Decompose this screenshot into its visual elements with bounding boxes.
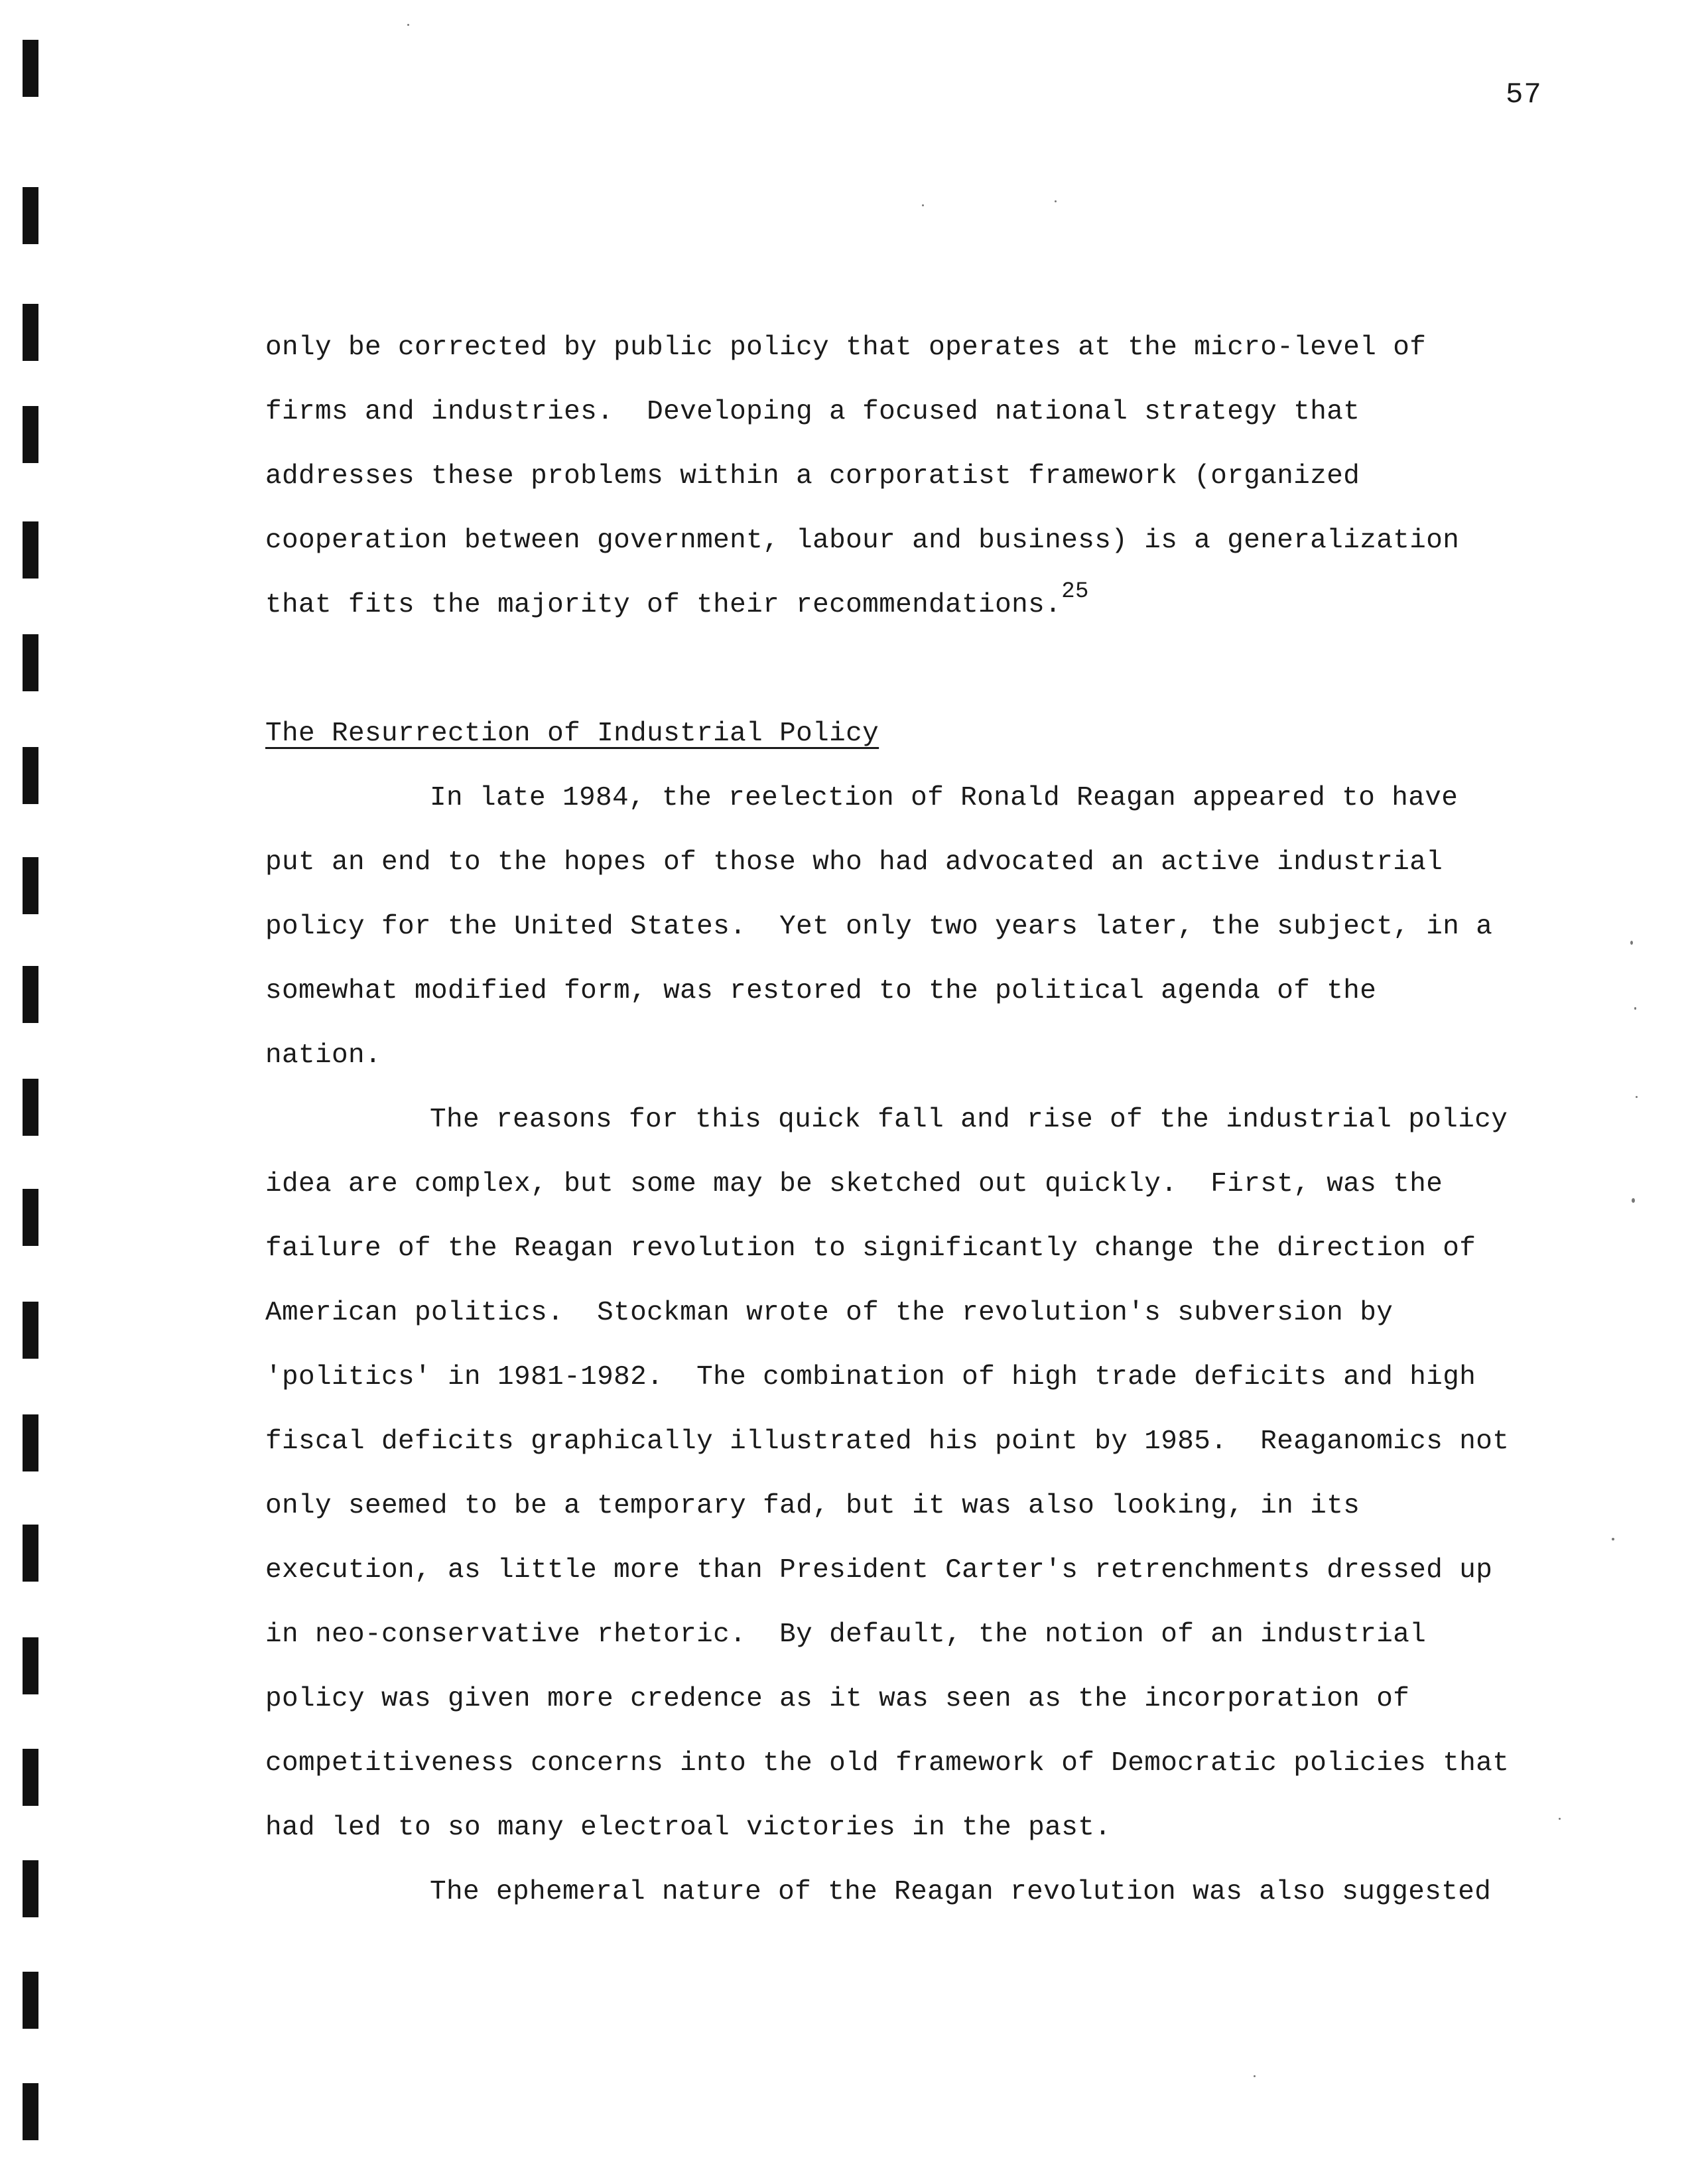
scan-speck [1634, 1007, 1636, 1010]
page-number: 57 [1506, 78, 1542, 111]
scan-speck [1630, 941, 1633, 945]
binder-mark [23, 747, 38, 804]
binder-mark [23, 1972, 38, 2029]
binder-mark [23, 40, 38, 97]
binder-mark [23, 1525, 38, 1582]
text-line: addresses these problems within a corporatist framework (organized [265, 461, 1360, 492]
section-heading: The Resurrection of Industrial Policy [265, 718, 879, 749]
text-line-content: that fits the majority of their recommendations. [265, 590, 1062, 620]
binder-marks [23, 40, 38, 2184]
paragraph-reelection [265, 766, 1512, 1088]
scan-speck [1055, 200, 1057, 202]
binder-mark [23, 1079, 38, 1136]
binder-mark [23, 1189, 38, 1246]
binder-mark [23, 2083, 38, 2140]
scan-speck [1612, 1538, 1614, 1540]
binder-mark [23, 966, 38, 1023]
text-line: in neo-conservative rhetoric. By default, the notion of an industrial [265, 1619, 1427, 1650]
scan-speck [407, 24, 409, 26]
paragraph-continued [265, 316, 1512, 638]
text-line: only be corrected by public policy that operates at the micro-level of [265, 332, 1427, 363]
scan-speck [1636, 1096, 1638, 1098]
scan-speck [1559, 1818, 1561, 1820]
text-line: competitiveness concerns into the old framework of Democratic policies that [265, 1748, 1510, 1779]
text-line: somewhat modified form, was restored to the political agenda of the [265, 976, 1377, 1006]
text-line: The reasons for this quick fall and rise of the industrial policy [430, 1105, 1508, 1135]
scan-speck [1632, 1198, 1635, 1203]
text-line: had led to so many electroal victories in the past. [265, 1812, 1112, 1843]
scan-speck [922, 204, 924, 206]
scan-speck [1254, 2075, 1256, 2077]
text-line: firms and industries. Developing a focused national strategy that [265, 397, 1360, 427]
text-line [265, 573, 1512, 638]
text-line: idea are complex, but some may be sketched out quickly. First, was the [265, 1169, 1443, 1199]
binder-mark [23, 1637, 38, 1694]
binder-mark [23, 406, 38, 463]
paragraph-ephemeral [265, 1860, 1512, 1925]
binder-mark [23, 1414, 38, 1471]
binder-mark [23, 1749, 38, 1806]
text-line: fiscal deficits graphically illustrated his point by 1985. Reaganomics not [265, 1426, 1510, 1457]
binder-mark [23, 857, 38, 914]
text-line: In late 1984, the reelection of Ronald Reagan appeared to have [430, 783, 1459, 813]
footnote-reference: 25 [1061, 579, 1089, 604]
text-line: cooperation between government, labour and business) is a generalization [265, 525, 1460, 556]
binder-mark [23, 521, 38, 579]
text-line: only seemed to be a temporary fad, but it was also looking, in its [265, 1491, 1360, 1521]
binder-mark [23, 187, 38, 244]
binder-mark [23, 304, 38, 361]
binder-mark [23, 1860, 38, 1917]
text-line: failure of the Reagan revolution to significantly change the direction of [265, 1233, 1476, 1264]
text-line: nation. [265, 1040, 382, 1071]
binder-mark [23, 634, 38, 691]
text-line: put an end to the hopes of those who had advocated an active industrial [265, 847, 1443, 878]
paragraph-reasons [265, 1088, 1512, 1860]
text-line: execution, as little more than President Carter's retrenchments dressed up [265, 1555, 1493, 1586]
text-line: 'politics' in 1981-1982. The combination of high trade deficits and high [265, 1362, 1476, 1393]
text-line: policy for the United States. Yet only two years later, the subject, in a [265, 912, 1493, 942]
text-line: policy was given more credence as it was seen as the incorporation of [265, 1684, 1410, 1714]
text-line: The ephemeral nature of the Reagan revolution was also suggested [430, 1877, 1492, 1907]
binder-mark [23, 1302, 38, 1359]
text-line: American politics. Stockman wrote of the revolution's subversion by [265, 1298, 1394, 1328]
